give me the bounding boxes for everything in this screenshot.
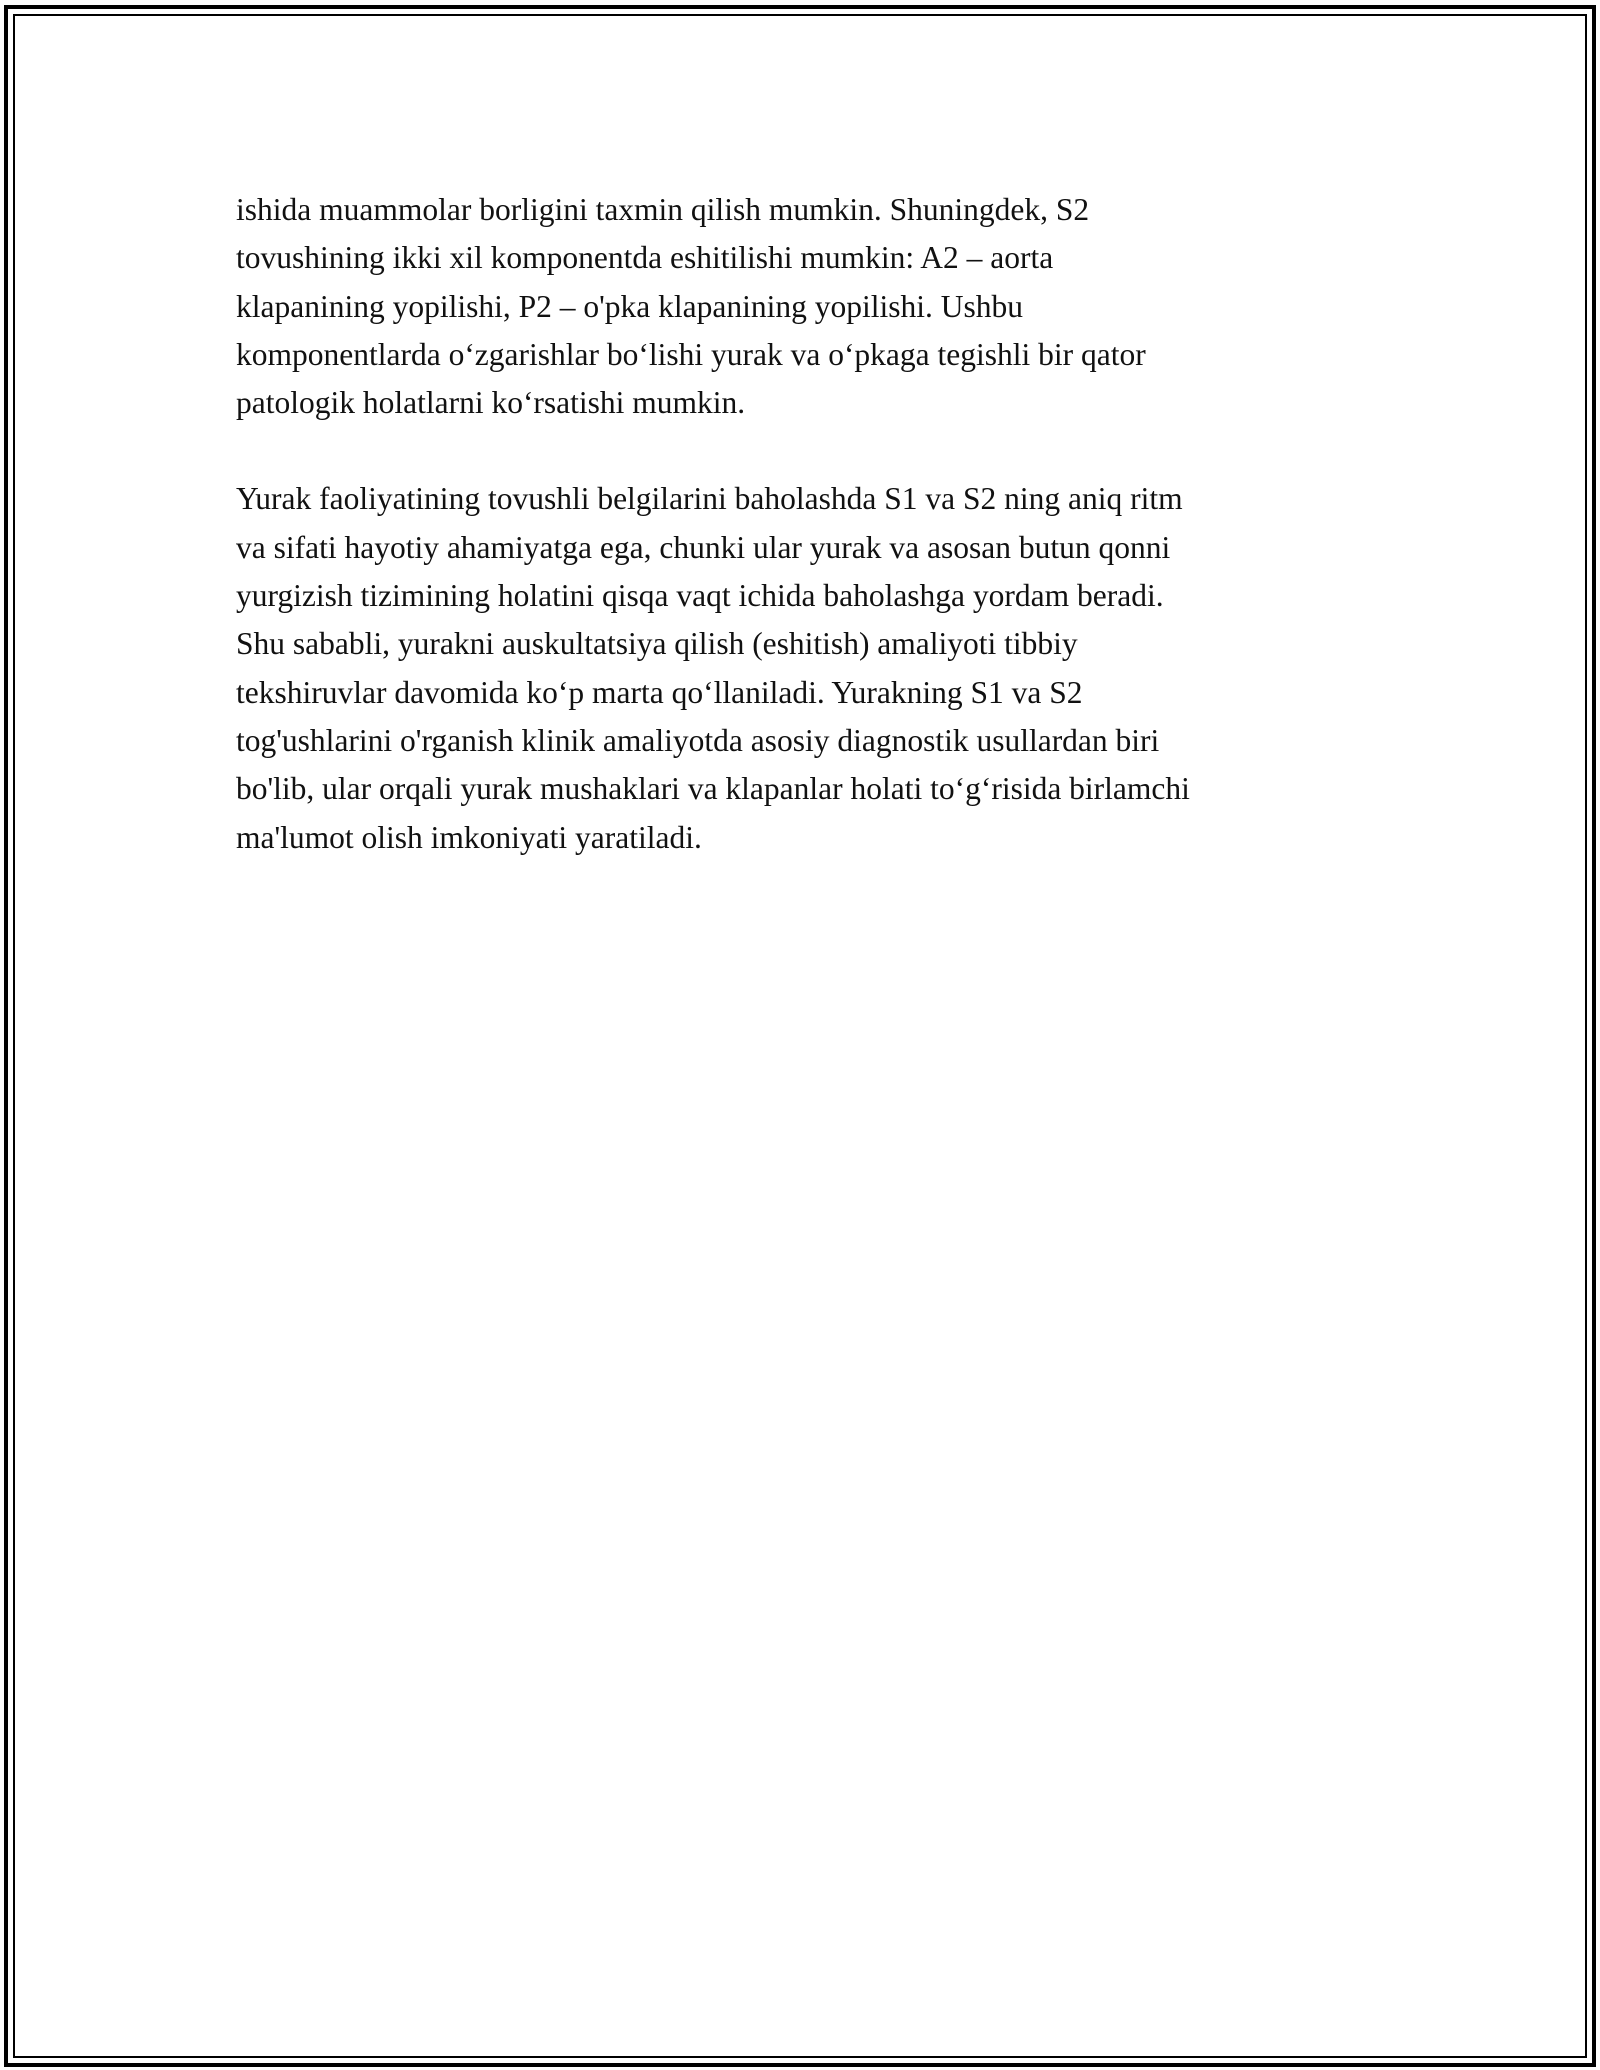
paragraph-line: Shu sababli, yurakni auskultatsiya qilish (eshitish) amaliyoti tibbiy [236,626,1078,662]
paragraph-line: yurgizish tizimining holatini qisqa vaqt ichida baholashga yordam beradi. [236,578,1164,614]
paragraph-1 [236,186,1366,427]
paragraph-line: bo'lib, ular orqali yurak mushaklari va klapanlar holati toʻgʻrisida birlamchi [236,771,1190,807]
paragraph-line: va sifati hayotiy ahamiyatga ega, chunki ular yurak va asosan butun qonni [236,529,1171,565]
paragraph-line: patologik holatlarni koʻrsatishi mumkin. [236,385,746,421]
paragraph-line: komponentlarda oʻzgarishlar boʻlishi yurak va oʻpkaga tegishli bir qator [236,336,1146,372]
paragraph-line: tekshiruvlar davomida koʻp marta qoʻllaniladi. Yurakning S1 va S2 [236,674,1083,710]
paragraph-line: tovushining ikki xil komponentda eshitilishi mumkin: A2 – aorta [236,240,1054,276]
paragraph-2 [236,475,1366,861]
paragraph-line: tog'ushlarini o'rganish klinik amaliyotda asosiy diagnostik usullardan biri [236,722,1160,758]
paragraph-line: ishida muammolar borligini taxmin qilish mumkin. Shuningdek, S2 [236,192,1090,227]
document-body [236,186,1366,862]
paragraph-line: klapanining yopilishi, P2 – o'pka klapanining yopilishi. Ushbu [236,288,1024,324]
paragraph-line: Yurak faoliyatining tovushli belgilarini baholashda S1 va S2 ning aniq ritm [236,481,1183,517]
paragraph-line: ma'lumot olish imkoniyati yaratiladi. [236,819,702,855]
